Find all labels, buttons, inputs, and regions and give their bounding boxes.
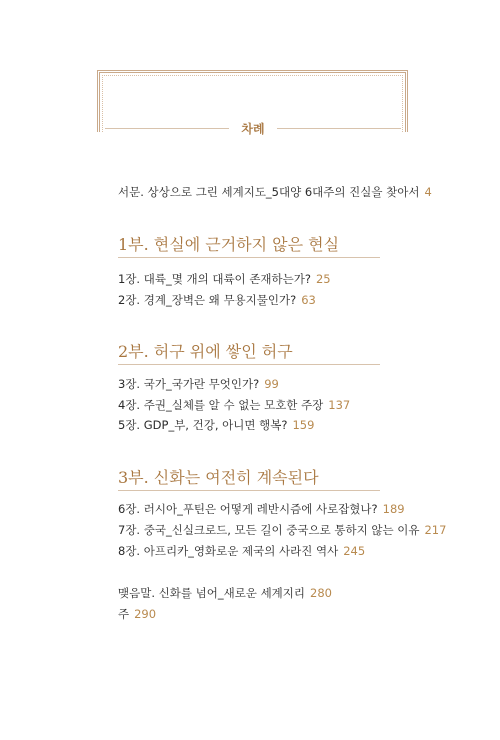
entry-title: 3장. 국가_국가란 무엇인가? xyxy=(118,377,260,391)
toc-entry-chapter-7[interactable] xyxy=(118,522,446,538)
heading-right-rule xyxy=(277,128,401,129)
entry-page: 217 xyxy=(424,523,447,537)
toc-entry-chapter-8[interactable] xyxy=(118,543,365,559)
entry-page: 99 xyxy=(264,377,279,391)
entry-page: 25 xyxy=(315,272,331,286)
entry-page: 159 xyxy=(292,418,315,432)
entry-title: 맺음말. 신화를 넘어_새로운 세계지리 xyxy=(118,586,306,600)
toc-entry-chapter-3[interactable] xyxy=(118,376,279,392)
toc-entry-chapter-5[interactable] xyxy=(118,417,314,433)
entry-title: 6장. 러시아_푸틴은 어떻게 레반시즘에 사로잡혔나? xyxy=(118,502,378,516)
toc-entry-chapter-4[interactable] xyxy=(118,397,350,413)
entry-page: 245 xyxy=(343,544,366,558)
part-rule-1 xyxy=(118,257,380,258)
entry-page: 280 xyxy=(310,586,332,600)
toc-entry-chapter-1[interactable] xyxy=(118,271,331,287)
part-title-2[interactable]: 2부. 허구 위에 쌓인 허구 xyxy=(118,342,293,361)
toc-entry-closing[interactable] xyxy=(118,585,332,601)
heading-left-rule xyxy=(105,128,229,129)
toc-entry-notes[interactable] xyxy=(118,606,156,622)
toc-heading-row xyxy=(105,119,401,137)
toc-entry-preface[interactable] xyxy=(118,184,432,200)
toc-heading: 차례 xyxy=(241,121,265,136)
part-title-3[interactable]: 3부. 신화는 여전히 계속된다 xyxy=(118,468,319,487)
entry-page: 189 xyxy=(382,502,405,516)
toc-entry-chapter-6[interactable] xyxy=(118,501,405,517)
entry-page: 290 xyxy=(134,607,157,621)
part-title-1[interactable]: 1부. 현실에 근거하지 않은 현실 xyxy=(118,235,340,254)
part-rule-2 xyxy=(118,364,380,365)
entry-title: 서문. 상상으로 그린 세계지도_5대양 6대주의 진실을 찾아서 xyxy=(118,185,420,199)
entry-title: 5장. GDP_부, 건강, 아니면 행복? xyxy=(118,418,288,432)
toc-entry-chapter-2[interactable] xyxy=(118,292,316,308)
entry-title: 2장. 경계_장벽은 왜 무용지물인가? xyxy=(118,293,297,307)
entry-title: 7장. 중국_신실크로드, 모든 길이 중국으로 통하지 않는 이유 xyxy=(118,523,420,537)
entry-page: 137 xyxy=(328,398,351,412)
entry-title: 4장. 주권_실체를 알 수 없는 모호한 주장 xyxy=(118,398,324,412)
entry-title: 8장. 아프리카_영화로운 제국의 사라진 역사 xyxy=(118,544,339,558)
entry-page: 4 xyxy=(424,185,432,199)
entry-title: 주 xyxy=(118,607,130,621)
entry-title: 1장. 대륙_몇 개의 대륙이 존재하는가? xyxy=(118,272,311,286)
part-rule-3 xyxy=(118,490,380,491)
entry-page: 63 xyxy=(301,293,316,307)
